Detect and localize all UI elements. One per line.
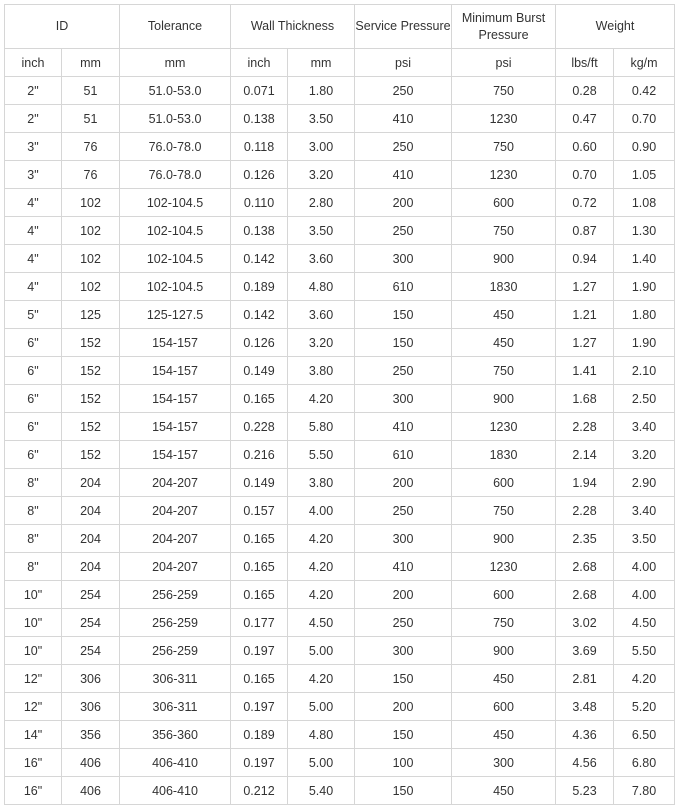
cell-tolerance: 406-410 xyxy=(120,777,231,805)
cell-wall-mm: 2.80 xyxy=(288,189,355,217)
cell-id-inch: 3" xyxy=(5,161,62,189)
cell-burst-pressure: 1230 xyxy=(452,413,556,441)
cell-burst-pressure: 450 xyxy=(452,301,556,329)
cell-wall-inch: 0.110 xyxy=(231,189,288,217)
cell-tolerance: 256-259 xyxy=(120,581,231,609)
cell-wall-mm: 3.50 xyxy=(288,105,355,133)
cell-wall-inch: 0.149 xyxy=(231,469,288,497)
cell-id-inch: 6" xyxy=(5,329,62,357)
cell-weight-lbs-ft: 4.36 xyxy=(556,721,614,749)
table-row xyxy=(5,609,675,637)
cell-wall-mm: 3.20 xyxy=(288,329,355,357)
cell-id-inch: 16" xyxy=(5,749,62,777)
cell-tolerance: 51.0-53.0 xyxy=(120,77,231,105)
cell-id-inch: 2" xyxy=(5,77,62,105)
cell-weight-kg-m: 1.90 xyxy=(614,329,675,357)
cell-weight-lbs-ft: 0.60 xyxy=(556,133,614,161)
cell-service-pressure: 410 xyxy=(355,105,452,133)
cell-service-pressure: 610 xyxy=(355,441,452,469)
header-unit-row xyxy=(5,49,675,77)
cell-weight-lbs-ft: 0.72 xyxy=(556,189,614,217)
cell-weight-kg-m: 4.20 xyxy=(614,665,675,693)
cell-burst-pressure: 1230 xyxy=(452,105,556,133)
cell-service-pressure: 250 xyxy=(355,609,452,637)
cell-wall-inch: 0.138 xyxy=(231,105,288,133)
table-row xyxy=(5,581,675,609)
cell-service-pressure: 410 xyxy=(355,161,452,189)
cell-tolerance: 204-207 xyxy=(120,553,231,581)
table-row xyxy=(5,497,675,525)
cell-id-mm: 102 xyxy=(62,273,120,301)
cell-weight-kg-m: 4.50 xyxy=(614,609,675,637)
cell-burst-pressure: 900 xyxy=(452,245,556,273)
cell-tolerance: 256-259 xyxy=(120,637,231,665)
cell-weight-kg-m: 1.05 xyxy=(614,161,675,189)
cell-burst-pressure: 750 xyxy=(452,77,556,105)
cell-weight-kg-m: 1.30 xyxy=(614,217,675,245)
header-tolerance: Tolerance xyxy=(120,5,231,49)
cell-wall-inch: 0.177 xyxy=(231,609,288,637)
cell-weight-kg-m: 4.00 xyxy=(614,553,675,581)
cell-id-inch: 3" xyxy=(5,133,62,161)
cell-wall-inch: 0.118 xyxy=(231,133,288,161)
cell-service-pressure: 100 xyxy=(355,749,452,777)
cell-weight-lbs-ft: 0.70 xyxy=(556,161,614,189)
table-row xyxy=(5,553,675,581)
cell-burst-pressure: 750 xyxy=(452,357,556,385)
cell-wall-inch: 0.189 xyxy=(231,721,288,749)
cell-wall-inch: 0.165 xyxy=(231,385,288,413)
cell-tolerance: 306-311 xyxy=(120,693,231,721)
table-row xyxy=(5,441,675,469)
table-row xyxy=(5,665,675,693)
cell-wall-inch: 0.165 xyxy=(231,581,288,609)
cell-tolerance: 76.0-78.0 xyxy=(120,161,231,189)
cell-burst-pressure: 1230 xyxy=(452,161,556,189)
table-row xyxy=(5,301,675,329)
header-wall-thickness: Wall Thickness xyxy=(231,5,355,49)
cell-id-mm: 152 xyxy=(62,357,120,385)
cell-service-pressure: 150 xyxy=(355,301,452,329)
cell-tolerance: 204-207 xyxy=(120,525,231,553)
cell-wall-mm: 3.60 xyxy=(288,245,355,273)
cell-weight-kg-m: 0.42 xyxy=(614,77,675,105)
cell-weight-lbs-ft: 1.27 xyxy=(556,329,614,357)
cell-burst-pressure: 450 xyxy=(452,721,556,749)
cell-id-mm: 51 xyxy=(62,105,120,133)
cell-tolerance: 102-104.5 xyxy=(120,273,231,301)
cell-weight-lbs-ft: 0.87 xyxy=(556,217,614,245)
cell-id-mm: 125 xyxy=(62,301,120,329)
cell-service-pressure: 200 xyxy=(355,469,452,497)
cell-weight-kg-m: 3.20 xyxy=(614,441,675,469)
cell-id-mm: 152 xyxy=(62,441,120,469)
cell-id-inch: 10" xyxy=(5,637,62,665)
cell-tolerance: 204-207 xyxy=(120,469,231,497)
cell-id-mm: 406 xyxy=(62,777,120,805)
cell-burst-pressure: 600 xyxy=(452,581,556,609)
cell-id-inch: 8" xyxy=(5,553,62,581)
cell-burst-pressure: 900 xyxy=(452,385,556,413)
cell-weight-kg-m: 0.90 xyxy=(614,133,675,161)
table-row xyxy=(5,777,675,805)
cell-service-pressure: 150 xyxy=(355,777,452,805)
cell-burst-pressure: 1830 xyxy=(452,273,556,301)
cell-id-mm: 102 xyxy=(62,189,120,217)
table-row xyxy=(5,749,675,777)
cell-tolerance: 356-360 xyxy=(120,721,231,749)
cell-wall-inch: 0.165 xyxy=(231,525,288,553)
cell-wall-mm: 5.50 xyxy=(288,441,355,469)
cell-wall-inch: 0.165 xyxy=(231,553,288,581)
cell-id-mm: 356 xyxy=(62,721,120,749)
cell-service-pressure: 150 xyxy=(355,721,452,749)
unit-wall-mm: mm xyxy=(288,49,355,77)
cell-id-inch: 16" xyxy=(5,777,62,805)
cell-burst-pressure: 600 xyxy=(452,693,556,721)
cell-id-mm: 76 xyxy=(62,161,120,189)
cell-id-inch: 8" xyxy=(5,525,62,553)
cell-id-inch: 5" xyxy=(5,301,62,329)
cell-id-mm: 102 xyxy=(62,217,120,245)
cell-wall-mm: 3.60 xyxy=(288,301,355,329)
table-row xyxy=(5,133,675,161)
cell-weight-kg-m: 7.80 xyxy=(614,777,675,805)
cell-weight-lbs-ft: 0.47 xyxy=(556,105,614,133)
header-id: ID xyxy=(5,5,120,49)
cell-wall-inch: 0.142 xyxy=(231,245,288,273)
cell-wall-inch: 0.165 xyxy=(231,665,288,693)
cell-weight-kg-m: 0.70 xyxy=(614,105,675,133)
table-row xyxy=(5,413,675,441)
cell-wall-mm: 5.80 xyxy=(288,413,355,441)
unit-service-psi: psi xyxy=(355,49,452,77)
table-row xyxy=(5,273,675,301)
cell-weight-lbs-ft: 1.21 xyxy=(556,301,614,329)
cell-id-mm: 152 xyxy=(62,413,120,441)
cell-burst-pressure: 900 xyxy=(452,637,556,665)
unit-wall-inch: inch xyxy=(231,49,288,77)
hose-spec-table xyxy=(4,4,675,805)
cell-wall-inch: 0.138 xyxy=(231,217,288,245)
cell-burst-pressure: 600 xyxy=(452,469,556,497)
unit-burst-psi: psi xyxy=(452,49,556,77)
cell-wall-inch: 0.228 xyxy=(231,413,288,441)
cell-service-pressure: 150 xyxy=(355,665,452,693)
cell-wall-mm: 3.00 xyxy=(288,133,355,161)
cell-tolerance: 154-157 xyxy=(120,329,231,357)
table-row xyxy=(5,217,675,245)
cell-wall-mm: 4.80 xyxy=(288,273,355,301)
cell-burst-pressure: 450 xyxy=(452,665,556,693)
cell-id-inch: 10" xyxy=(5,609,62,637)
cell-id-inch: 4" xyxy=(5,189,62,217)
cell-burst-pressure: 450 xyxy=(452,329,556,357)
cell-id-inch: 8" xyxy=(5,497,62,525)
cell-burst-pressure: 300 xyxy=(452,749,556,777)
cell-weight-kg-m: 1.40 xyxy=(614,245,675,273)
cell-weight-lbs-ft: 2.68 xyxy=(556,553,614,581)
cell-wall-inch: 0.189 xyxy=(231,273,288,301)
cell-tolerance: 154-157 xyxy=(120,385,231,413)
cell-tolerance: 154-157 xyxy=(120,413,231,441)
cell-wall-mm: 4.00 xyxy=(288,497,355,525)
cell-id-mm: 76 xyxy=(62,133,120,161)
cell-wall-mm: 4.20 xyxy=(288,553,355,581)
cell-id-inch: 6" xyxy=(5,441,62,469)
table-body xyxy=(5,77,675,805)
table-row xyxy=(5,385,675,413)
cell-service-pressure: 200 xyxy=(355,581,452,609)
table-row xyxy=(5,525,675,553)
cell-burst-pressure: 750 xyxy=(452,217,556,245)
cell-wall-mm: 3.80 xyxy=(288,469,355,497)
cell-wall-mm: 5.40 xyxy=(288,777,355,805)
cell-service-pressure: 250 xyxy=(355,77,452,105)
cell-wall-mm: 5.00 xyxy=(288,637,355,665)
cell-weight-kg-m: 6.50 xyxy=(614,721,675,749)
cell-weight-lbs-ft: 1.41 xyxy=(556,357,614,385)
cell-tolerance: 76.0-78.0 xyxy=(120,133,231,161)
unit-id-inch: inch xyxy=(5,49,62,77)
cell-wall-mm: 3.20 xyxy=(288,161,355,189)
cell-weight-lbs-ft: 2.81 xyxy=(556,665,614,693)
cell-weight-lbs-ft: 5.23 xyxy=(556,777,614,805)
cell-tolerance: 154-157 xyxy=(120,441,231,469)
table-row xyxy=(5,161,675,189)
table-row xyxy=(5,637,675,665)
cell-wall-inch: 0.126 xyxy=(231,161,288,189)
cell-tolerance: 306-311 xyxy=(120,665,231,693)
cell-id-mm: 406 xyxy=(62,749,120,777)
cell-id-inch: 10" xyxy=(5,581,62,609)
cell-weight-lbs-ft: 3.02 xyxy=(556,609,614,637)
cell-weight-kg-m: 5.20 xyxy=(614,693,675,721)
cell-id-inch: 6" xyxy=(5,385,62,413)
cell-service-pressure: 200 xyxy=(355,693,452,721)
cell-weight-kg-m: 1.90 xyxy=(614,273,675,301)
cell-id-mm: 102 xyxy=(62,245,120,273)
unit-weight-kg-m: kg/m xyxy=(614,49,675,77)
unit-id-mm: mm xyxy=(62,49,120,77)
cell-weight-kg-m: 4.00 xyxy=(614,581,675,609)
cell-id-inch: 8" xyxy=(5,469,62,497)
table-row xyxy=(5,357,675,385)
cell-burst-pressure: 750 xyxy=(452,133,556,161)
cell-id-mm: 204 xyxy=(62,469,120,497)
cell-tolerance: 102-104.5 xyxy=(120,217,231,245)
cell-wall-mm: 4.20 xyxy=(288,665,355,693)
cell-weight-kg-m: 3.40 xyxy=(614,497,675,525)
table-row xyxy=(5,189,675,217)
cell-wall-mm: 4.80 xyxy=(288,721,355,749)
cell-id-inch: 4" xyxy=(5,273,62,301)
cell-service-pressure: 250 xyxy=(355,497,452,525)
cell-service-pressure: 200 xyxy=(355,189,452,217)
cell-wall-mm: 1.80 xyxy=(288,77,355,105)
cell-service-pressure: 610 xyxy=(355,273,452,301)
table-row xyxy=(5,693,675,721)
cell-wall-inch: 0.197 xyxy=(231,693,288,721)
cell-weight-lbs-ft: 1.27 xyxy=(556,273,614,301)
cell-burst-pressure: 900 xyxy=(452,525,556,553)
cell-id-mm: 152 xyxy=(62,329,120,357)
cell-weight-kg-m: 1.08 xyxy=(614,189,675,217)
cell-weight-kg-m: 2.50 xyxy=(614,385,675,413)
cell-wall-mm: 5.00 xyxy=(288,693,355,721)
cell-id-mm: 306 xyxy=(62,693,120,721)
cell-id-mm: 204 xyxy=(62,497,120,525)
cell-service-pressure: 250 xyxy=(355,133,452,161)
cell-tolerance: 102-104.5 xyxy=(120,245,231,273)
cell-service-pressure: 150 xyxy=(355,329,452,357)
cell-wall-mm: 3.50 xyxy=(288,217,355,245)
cell-tolerance: 256-259 xyxy=(120,609,231,637)
cell-weight-kg-m: 3.50 xyxy=(614,525,675,553)
cell-service-pressure: 250 xyxy=(355,217,452,245)
cell-burst-pressure: 1230 xyxy=(452,553,556,581)
cell-wall-inch: 0.142 xyxy=(231,301,288,329)
cell-weight-lbs-ft: 2.28 xyxy=(556,413,614,441)
cell-wall-mm: 4.20 xyxy=(288,525,355,553)
header-group-row xyxy=(5,5,675,49)
cell-weight-kg-m: 6.80 xyxy=(614,749,675,777)
unit-weight-lbs-ft: lbs/ft xyxy=(556,49,614,77)
cell-id-mm: 51 xyxy=(62,77,120,105)
cell-id-mm: 254 xyxy=(62,637,120,665)
table-row xyxy=(5,469,675,497)
cell-weight-kg-m: 3.40 xyxy=(614,413,675,441)
cell-tolerance: 51.0-53.0 xyxy=(120,105,231,133)
cell-weight-lbs-ft: 2.35 xyxy=(556,525,614,553)
cell-service-pressure: 410 xyxy=(355,553,452,581)
table-row xyxy=(5,77,675,105)
header-service-pressure: Service Pressure xyxy=(355,5,452,49)
header-minimum-burst-pressure: Minimum Burst Pressure xyxy=(452,5,556,49)
cell-id-mm: 306 xyxy=(62,665,120,693)
cell-burst-pressure: 600 xyxy=(452,189,556,217)
cell-wall-inch: 0.197 xyxy=(231,637,288,665)
cell-burst-pressure: 450 xyxy=(452,777,556,805)
cell-weight-kg-m: 2.10 xyxy=(614,357,675,385)
cell-wall-mm: 5.00 xyxy=(288,749,355,777)
cell-weight-lbs-ft: 1.94 xyxy=(556,469,614,497)
cell-service-pressure: 300 xyxy=(355,637,452,665)
cell-service-pressure: 250 xyxy=(355,357,452,385)
cell-id-inch: 4" xyxy=(5,217,62,245)
cell-weight-lbs-ft: 0.28 xyxy=(556,77,614,105)
cell-id-inch: 14" xyxy=(5,721,62,749)
cell-weight-lbs-ft: 2.14 xyxy=(556,441,614,469)
unit-tolerance-mm: mm xyxy=(120,49,231,77)
cell-wall-inch: 0.197 xyxy=(231,749,288,777)
cell-weight-lbs-ft: 4.56 xyxy=(556,749,614,777)
cell-weight-lbs-ft: 2.28 xyxy=(556,497,614,525)
cell-wall-inch: 0.216 xyxy=(231,441,288,469)
cell-id-mm: 254 xyxy=(62,581,120,609)
cell-tolerance: 154-157 xyxy=(120,357,231,385)
cell-id-inch: 12" xyxy=(5,693,62,721)
cell-weight-lbs-ft: 0.94 xyxy=(556,245,614,273)
cell-id-mm: 204 xyxy=(62,553,120,581)
cell-wall-inch: 0.149 xyxy=(231,357,288,385)
table-row xyxy=(5,105,675,133)
cell-weight-lbs-ft: 1.68 xyxy=(556,385,614,413)
table-row xyxy=(5,329,675,357)
cell-wall-mm: 4.20 xyxy=(288,385,355,413)
cell-tolerance: 125-127.5 xyxy=(120,301,231,329)
cell-id-inch: 6" xyxy=(5,413,62,441)
cell-wall-inch: 0.212 xyxy=(231,777,288,805)
cell-weight-kg-m: 5.50 xyxy=(614,637,675,665)
cell-wall-inch: 0.157 xyxy=(231,497,288,525)
table-row xyxy=(5,245,675,273)
cell-weight-kg-m: 1.80 xyxy=(614,301,675,329)
cell-weight-lbs-ft: 3.69 xyxy=(556,637,614,665)
table-row xyxy=(5,721,675,749)
cell-weight-lbs-ft: 2.68 xyxy=(556,581,614,609)
cell-tolerance: 406-410 xyxy=(120,749,231,777)
cell-burst-pressure: 1830 xyxy=(452,441,556,469)
cell-service-pressure: 300 xyxy=(355,245,452,273)
cell-id-inch: 6" xyxy=(5,357,62,385)
cell-id-mm: 204 xyxy=(62,525,120,553)
cell-burst-pressure: 750 xyxy=(452,497,556,525)
cell-burst-pressure: 750 xyxy=(452,609,556,637)
cell-service-pressure: 300 xyxy=(355,385,452,413)
cell-id-mm: 254 xyxy=(62,609,120,637)
cell-service-pressure: 300 xyxy=(355,525,452,553)
cell-id-inch: 4" xyxy=(5,245,62,273)
cell-wall-inch: 0.126 xyxy=(231,329,288,357)
cell-wall-mm: 4.50 xyxy=(288,609,355,637)
cell-id-inch: 12" xyxy=(5,665,62,693)
cell-tolerance: 204-207 xyxy=(120,497,231,525)
cell-service-pressure: 410 xyxy=(355,413,452,441)
cell-wall-mm: 3.80 xyxy=(288,357,355,385)
cell-weight-kg-m: 2.90 xyxy=(614,469,675,497)
cell-id-inch: 2" xyxy=(5,105,62,133)
cell-id-mm: 152 xyxy=(62,385,120,413)
header-weight: Weight xyxy=(556,5,675,49)
cell-wall-inch: 0.071 xyxy=(231,77,288,105)
cell-wall-mm: 4.20 xyxy=(288,581,355,609)
cell-tolerance: 102-104.5 xyxy=(120,189,231,217)
cell-weight-lbs-ft: 3.48 xyxy=(556,693,614,721)
